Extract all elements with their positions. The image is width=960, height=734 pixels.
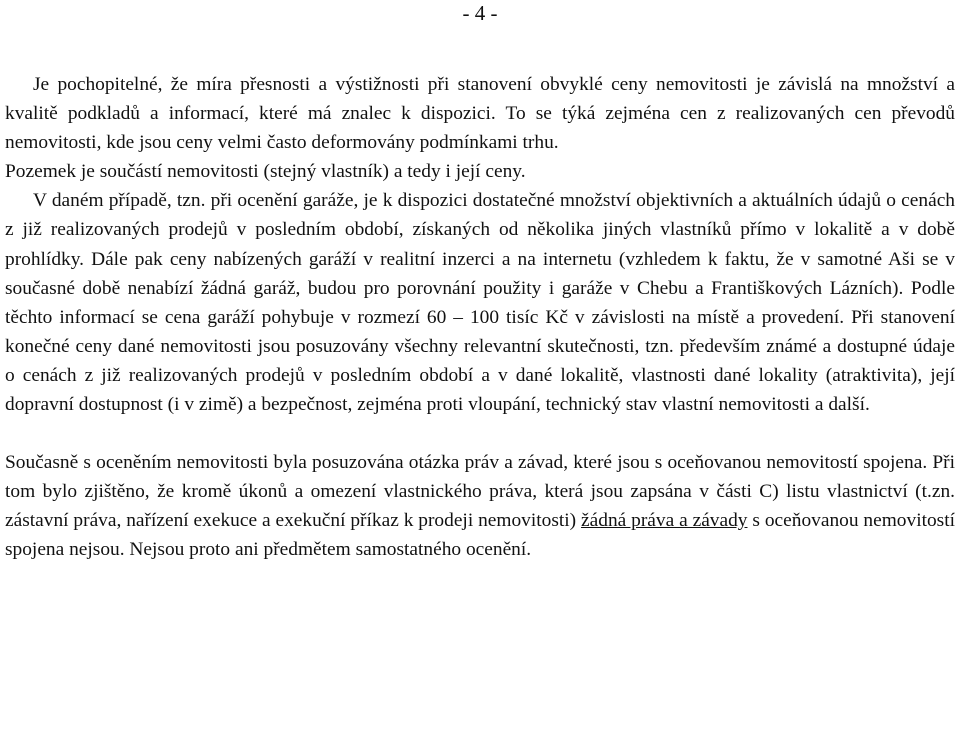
paragraph-rights-and-defects bbox=[5, 448, 955, 564]
paragraph-precision-of-price: Je pochopitelné, že míra přesnosti a výstižnosti při stanovení obvyklé ceny nemovitosti je závislá na množství a kvalitě podkladů a informací, které má znalec k dispozici. To se týká zejména cen z realizovaných cen převodů nemovitosti, kde jsou ceny velmi často deformovány podmínkami trhu. bbox=[5, 74, 955, 154]
paragraph-land-ownership: Pozemek je součástí nemovitosti (stejný vlastník) a tedy i její ceny. bbox=[5, 161, 526, 183]
paragraph-spacer bbox=[5, 419, 955, 448]
rights-text-after: s oceňovanou nemovitostí spojena nejsou. Nejsou proto ani předmětem samostatného ocenění. bbox=[5, 510, 955, 561]
rights-text-before: Současně s oceněním nemovitosti byla posuzována otázka práv a závad, které jsou s oceňovanou nemovitostí spojena. Při tom bylo zjištěno, že kromě úkonů a omezení vlastnického práva, která jsou zapsána v části C) listu vlastnictví (t.zn. zástavní práva, nařízení exekuce a exekuční příkaz k prodeji nemovitosti) bbox=[5, 452, 955, 532]
document-body bbox=[5, 70, 955, 565]
paragraph-garage-valuation: V daném případě, tzn. při ocenění garáže, je k dispozici dostatečné množství objektivních a aktuálních údajů o cenách z již realizovaných prodejů v posledním období, získaných od několika jiných vlastníků přímo v lokalitě a v době prohlídky. Dále pak ceny nabízených garáží v realitní inzerci a na internetu (vzhledem k faktu, že v samotné Aši se v současné době nenabízí žádná garáž, budou pro porovnání použity i garáže v Chebu a Františkových Lázních). Podle těchto informací se cena garáží pohybuje v rozmezí 60 – 100 tisíc Kč v závislosti na místě a provedení. Při stanovení konečné ceny dané nemovitosti jsou posuzovány všechny relevantní skutečnosti, tzn. především známé a dostupné údaje o cenách z již realizovaných prodejů v posledním období a v dané lokalitě, vlastnosti dané lokality (atraktivita), její dopravní dostupnost (i v zimě) a bezpečnost, zejména proti vloupání, technický stav vlastní nemovitosti a další. bbox=[5, 190, 955, 416]
rights-underlined-text: žádná práva a závady bbox=[581, 510, 748, 532]
page-number: - 4 - bbox=[462, 1, 498, 25]
